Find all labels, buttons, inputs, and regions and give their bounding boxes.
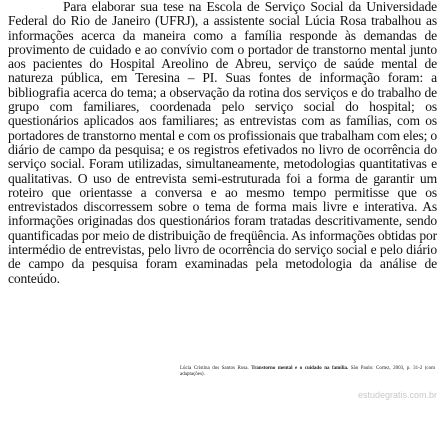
citation	[180, 366, 435, 378]
citation-publication: São Paulo: Cortez, 2003, p. 31-2 (com adaptações).	[180, 366, 436, 378]
site-watermark: estudegratis.com.br	[357, 390, 437, 400]
body-paragraph: Para elaborar sua tese na Escola de Serviço Social da Universidade Federal do Rio de Janeiro (UFRJ), a assistente social Lúcia Rosa trabalhou as informações acerca da maneira como a família responde às demandas de provimento de cuidado e ao convívio com o portador de transtorno mental junto aos pacientes do Hospital Areolino de Abreu, serviço de saúde mental de natureza pública, em Teresina – PI. Suas fontes de informação foram: a bibliografia acerca do tema; a observação da rotina dos serviços e do trabalho de grupo com familiares, coordenada pelo serviço social do hospital; os questionários aplicados aos familiares; as entrevistas com as famílias, com os portadores de transtorno mental e com os profissionais que trabalham com eles; o diário de campo da pesquisa; e os registros efetivados no livro de ocorrência do serviço social. Foram utilizadas, simultaneamente, metodologias quantitativas e qualitativas. O uso de entrevista semi-estruturada foi a forma de garantir um roteiro que orientasse a conversa e ao mesmo tempo permitisse que os entrevistados discorressem sobre o tema de forma mais livre e interativa. As informações originadas dos questionários foram tratadas descritivamente, sendo quantificadas por meio de distribuição de freqüência. As informações obtidas por intermédio de entrevistas, pelo livro de ocorrência do serviço social e pelo diário de campo da pesquisa foram examinadas pela metodologia da análise de conteúdo.	[8, 0, 437, 286]
citation-title: Transtorno mental e o cuidado na família.	[251, 366, 349, 371]
citation-author: Lúcia Cristina dos Santos Rosa.	[180, 366, 249, 371]
document-page	[8, 0, 437, 378]
